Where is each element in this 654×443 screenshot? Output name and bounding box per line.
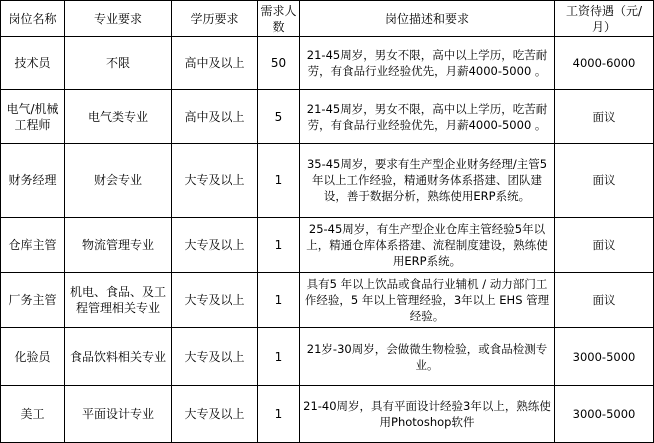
table-row	[1, 385, 654, 442]
cell-count: 1	[258, 328, 300, 385]
cell-major: 电气类专业	[65, 90, 172, 143]
cell-position: 化验员	[1, 328, 65, 385]
cell-description: 具有5 年以上饮品或食品行业辅机 / 动力部门工作经验，5 年以上管理经验，3年以上 EHS 管理经验。	[300, 273, 555, 328]
cell-description: 25-45周岁，有生产型企业仓库主管经验5年以上，精通仓库体系搭建、流程制度建设，熟练使用ERP系统。	[300, 217, 555, 272]
cell-education: 大专及以上	[172, 385, 258, 442]
cell-position: 仓库主管	[1, 217, 65, 272]
cell-description: 21-45周岁，男女不限，高中以上学历，吃苦耐劳，有食品行业经验优先，月薪4000-5000 。	[300, 90, 555, 143]
cell-major: 物流管理专业	[65, 217, 172, 272]
cell-count: 1	[258, 273, 300, 328]
cell-education: 大专及以上	[172, 217, 258, 272]
cell-position: 技术员	[1, 37, 65, 90]
cell-position: 厂务主管	[1, 273, 65, 328]
cell-salary: 4000-6000	[555, 37, 654, 90]
cell-salary: 面议	[555, 90, 654, 143]
table-header-row	[1, 1, 654, 37]
cell-education: 大专及以上	[172, 273, 258, 328]
cell-count: 1	[258, 143, 300, 217]
cell-salary: 3000-5000	[555, 385, 654, 442]
cell-major: 机电、食品、及工程管理相关专业	[65, 273, 172, 328]
cell-position: 财务经理	[1, 143, 65, 217]
cell-major: 平面设计专业	[65, 385, 172, 442]
cell-count: 50	[258, 37, 300, 90]
header-count: 需求人数	[258, 1, 300, 37]
cell-position: 美工	[1, 385, 65, 442]
cell-position: 电气/机械工程师	[1, 90, 65, 143]
cell-education: 高中及以上	[172, 37, 258, 90]
header-description: 岗位描述和要求	[300, 1, 555, 37]
cell-major: 财会专业	[65, 143, 172, 217]
cell-count: 1	[258, 385, 300, 442]
cell-salary: 面议	[555, 273, 654, 328]
header-education: 学历要求	[172, 1, 258, 37]
cell-count: 5	[258, 90, 300, 143]
table-row	[1, 273, 654, 328]
cell-education: 大专及以上	[172, 143, 258, 217]
cell-salary: 面议	[555, 143, 654, 217]
cell-salary: 3000-5000	[555, 328, 654, 385]
table-row	[1, 90, 654, 143]
cell-description: 35-45周岁，要求有生产型企业财务经理/主管5年以上工作经验，精通财务体系搭建、团队建设，善于数据分析，熟练使用ERP系统。	[300, 143, 555, 217]
cell-education: 高中及以上	[172, 90, 258, 143]
cell-description: 21-45周岁，男女不限，高中以上学历，吃苦耐劳，有食品行业经验优先，月薪4000-5000 。	[300, 37, 555, 90]
cell-major: 食品饮料相关专业	[65, 328, 172, 385]
table-row	[1, 328, 654, 385]
cell-major: 不限	[65, 37, 172, 90]
header-major: 专业要求	[65, 1, 172, 37]
header-salary: 工资待遇（元/月）	[555, 1, 654, 37]
cell-description: 21-40周岁，具有平面设计经验3年以上，熟练使用Photoshop软件	[300, 385, 555, 442]
table-row	[1, 217, 654, 272]
cell-description: 21岁-30周岁，会做微生物检验，或食品检测专业。	[300, 328, 555, 385]
cell-salary: 面议	[555, 217, 654, 272]
table-row	[1, 143, 654, 217]
cell-education: 大专及以上	[172, 328, 258, 385]
cell-count: 1	[258, 217, 300, 272]
table-row	[1, 37, 654, 90]
header-position: 岗位名称	[1, 1, 65, 37]
